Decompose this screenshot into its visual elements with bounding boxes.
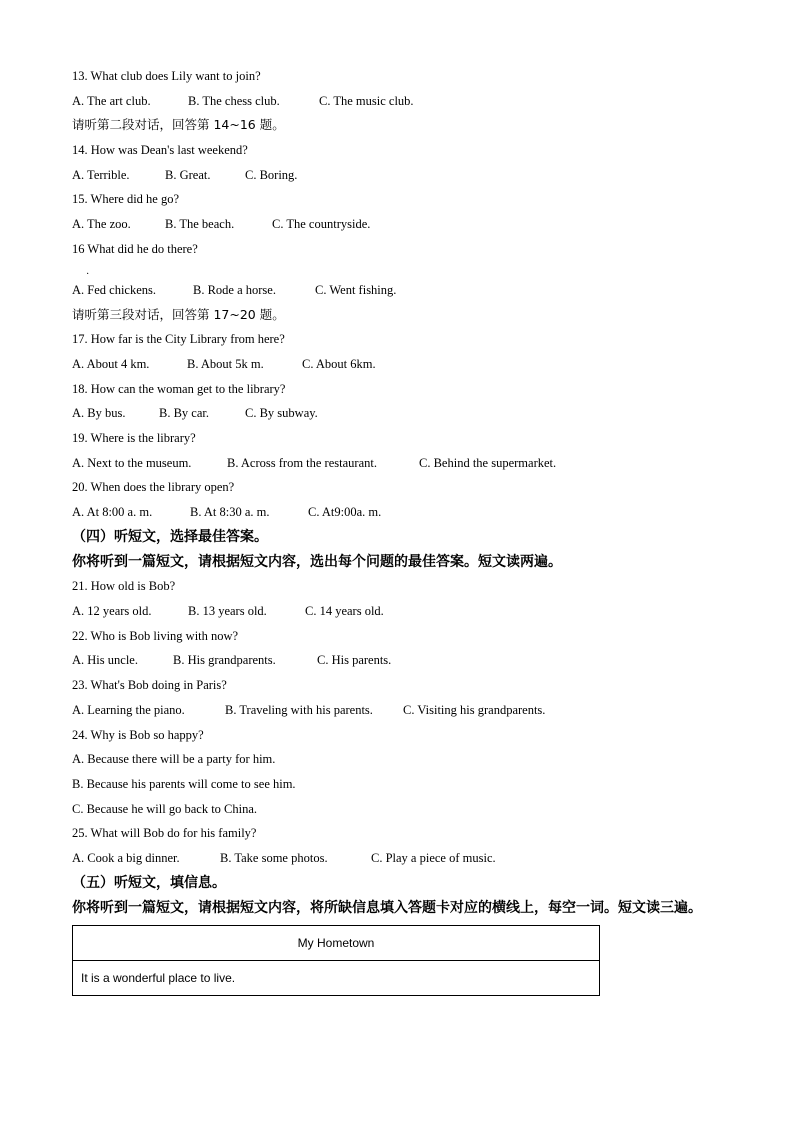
option-c: C. At9:00a. m.	[308, 505, 382, 519]
options-13	[72, 89, 732, 114]
question-18: 18. How can the woman get to the library?	[72, 381, 286, 396]
option-a: A. The art club.	[72, 93, 151, 108]
option-a: A. His uncle.	[72, 653, 138, 668]
options-21	[72, 599, 732, 624]
question-24: 24. Why is Bob so happy?	[72, 727, 204, 742]
question-21: 21. How old is Bob?	[72, 579, 176, 594]
question-23: 23. What's Bob doing in Paris?	[72, 678, 227, 693]
table-cell: It is a wonderful place to live.	[73, 960, 600, 995]
option-c: C. 14 years old.	[305, 604, 384, 619]
option-a: A. 12 years old.	[72, 604, 152, 619]
table-row	[73, 925, 600, 960]
option-a: A. Next to the museum.	[72, 455, 192, 470]
options-17	[72, 352, 732, 377]
option-c: C. His parents.	[317, 653, 392, 668]
option-c: C. The countryside.	[272, 217, 371, 232]
question-16	[72, 237, 732, 278]
option-b: B. About 5k m.	[187, 356, 264, 371]
option-c: C. Boring.	[245, 167, 298, 182]
table-row	[73, 960, 600, 995]
option-b: B. By car.	[159, 406, 209, 421]
dialog-2-instruction: 请听第二段对话，回答第 14~16 题。	[72, 117, 285, 133]
option-c: C. The music club.	[319, 93, 414, 108]
section-4-title: （四）听短文，选择最佳答案。	[72, 528, 268, 545]
option-b: B. Traveling with his parents.	[225, 702, 373, 717]
option-c: C. Behind the supermarket.	[419, 455, 557, 470]
question-17: 17. How far is the City Library from here?	[72, 332, 285, 347]
option-a: A. By bus.	[72, 406, 126, 421]
question-25: 25. What will Bob do for his family?	[72, 826, 257, 841]
table-header: My Hometown	[73, 925, 600, 960]
options-14	[72, 163, 732, 188]
stray-dot: ·	[86, 268, 90, 280]
option-a: A. Fed chickens.	[72, 282, 157, 297]
option-b: B. His grandparents.	[173, 653, 276, 668]
option-a: A. The zoo.	[72, 217, 131, 232]
option-a: A. Cook a big dinner.	[72, 850, 180, 865]
option-c: C. By subway.	[245, 406, 318, 421]
option-b: B. Rode a horse.	[193, 282, 276, 297]
question-16-text: 16 What did he do there?	[72, 241, 198, 256]
question-13: 13. What club does Lily want to join?	[72, 69, 261, 83]
option-b: B. Across from the restaurant.	[227, 455, 377, 470]
dialog-3-instruction: 请听第三段对话，回答第 17~20 题。	[72, 306, 285, 322]
hometown-table	[72, 925, 600, 996]
question-15: 15. Where did he go?	[72, 192, 180, 207]
options-16	[72, 278, 732, 303]
option-24-c: C. Because he will go back to China.	[72, 801, 258, 816]
option-b: B. Great.	[165, 167, 211, 182]
options-20	[72, 500, 732, 525]
options-19	[72, 451, 732, 476]
question-14: 14. How was Dean's last weekend?	[72, 143, 248, 158]
options-15	[72, 212, 732, 237]
option-b: B. At 8:30 a. m.	[190, 505, 270, 519]
section-4-instruction: 你将听到一篇短文，请根据短文内容，选出每个问题的最佳答案。短文读两遍。	[72, 553, 562, 570]
option-24-b: B. Because his parents will come to see him.	[72, 776, 296, 791]
section-5-instruction: 你将听到一篇短文，请根据短文内容，将所缺信息填入答题卡对应的横线上，每空一词。短文读三遍。	[72, 899, 702, 916]
question-20: 20. When does the library open?	[72, 480, 235, 495]
exam-page	[72, 64, 732, 996]
option-c: C. Play a piece of music.	[371, 850, 496, 865]
options-18	[72, 401, 732, 426]
options-22	[72, 648, 732, 673]
option-b: B. 13 years old.	[188, 604, 267, 619]
option-c: C. Visiting his grandparents.	[403, 702, 546, 717]
option-b: B. The beach.	[165, 217, 235, 232]
section-5-title: （五）听短文，填信息。	[72, 874, 226, 891]
option-a: A. About 4 km.	[72, 356, 150, 371]
option-b: B. The chess club.	[188, 93, 280, 108]
option-a: A. Terrible.	[72, 167, 130, 182]
option-a: A. At 8:00 a. m.	[72, 505, 153, 519]
option-a: A. Learning the piano.	[72, 702, 185, 717]
option-24-a: A. Because there will be a party for him.	[72, 752, 276, 767]
options-23	[72, 698, 732, 723]
option-c: C. Went fishing.	[315, 282, 397, 297]
question-19: 19. Where is the library?	[72, 430, 196, 445]
option-c: C. About 6km.	[302, 356, 376, 371]
question-22: 22. Who is Bob living with now?	[72, 628, 239, 643]
option-b: B. Take some photos.	[220, 850, 328, 865]
options-25	[72, 846, 732, 871]
